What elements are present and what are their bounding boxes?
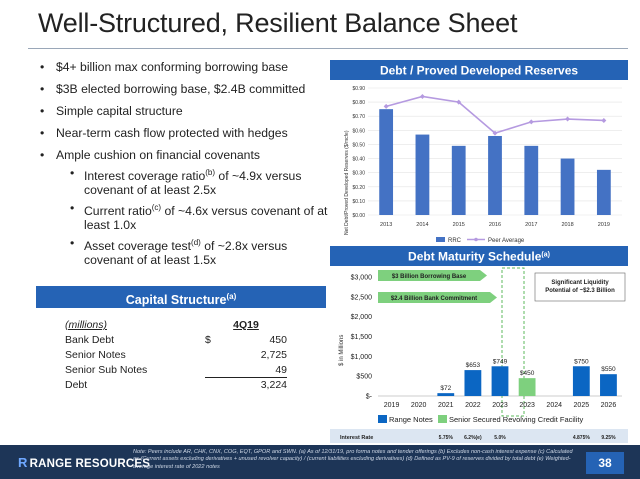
- chart2-legend: [378, 415, 583, 424]
- bar-notes-2023: [492, 366, 509, 396]
- bar-notes-2026: [600, 374, 617, 396]
- x-tick-label: 2024: [546, 402, 563, 409]
- x-tick-label: 2019: [383, 402, 400, 409]
- y-tick-label: $0.50: [352, 142, 365, 149]
- data-label: $653: [465, 362, 481, 370]
- interest-rate-label: Interest Rate: [340, 435, 374, 441]
- sub-bullet-interest-coverage: • Interest coverage ratio$^{(b)}$ of ~4.9x versus covenant of at least 2.5x: [56, 166, 330, 197]
- peer-point-2017: [529, 119, 534, 124]
- bar-notes-2025: [573, 366, 590, 396]
- interest-rate-value: 4.875%: [572, 435, 590, 441]
- chart1-title: Debt / Proved Developed Reserves: [379, 63, 579, 78]
- x-tick-label: 2021: [437, 402, 454, 409]
- borrowing-base-label: $3 Billion Borrowing Base: [391, 274, 467, 280]
- liquidity-label: Significant Liquidity Potential of ~$2.3 Billion: [545, 280, 615, 294]
- y-tick-label: $2,500: [350, 294, 372, 302]
- y-tick-label: $500: [356, 373, 372, 381]
- legend-swatch-revolver: [438, 415, 447, 423]
- x-tick-label: 2020: [410, 402, 427, 409]
- legend-swatch-peer: [474, 238, 478, 242]
- legend-label-revolver: Senior Secured Revolving Credit Facility: [449, 415, 584, 424]
- table-header: (millions) 4Q19: [65, 318, 287, 333]
- x-tick-label: 2019: [597, 222, 610, 228]
- title-divider: [28, 48, 628, 49]
- bullet-capital-structure: • Simple capital structure: [40, 104, 330, 118]
- capital-structure-banner: Capital Structure$^{(a)}$: [36, 286, 326, 308]
- bullet-borrowing-base: • $4+ billion max conforming borrowing base: [40, 60, 330, 74]
- y-tick-label: $0.40: [352, 156, 365, 163]
- bullet-hedges: • Near-term cash flow protected with hedges: [40, 126, 330, 140]
- bar-rrc-2015: [452, 146, 466, 215]
- debt-reserves-chart: [330, 60, 628, 245]
- capital-structure-table: [65, 318, 287, 393]
- table-row: Senior Notes 2,725: [65, 349, 287, 361]
- y-tick-label: $0.70: [352, 114, 365, 121]
- bar-notes-2022: [464, 370, 481, 396]
- peer-point-2018: [565, 117, 570, 122]
- company-logo: R RANGE RESOURCES: [18, 455, 151, 470]
- bar-rrc-2018: [561, 159, 575, 215]
- y-tick-label: $0.00: [352, 213, 365, 219]
- data-label: $72: [440, 385, 452, 393]
- legend-swatch-range-notes: [378, 415, 387, 423]
- x-tick-label: 2022: [465, 402, 481, 409]
- x-tick-label: 2026: [600, 402, 617, 409]
- debt-maturity-chart: [330, 246, 628, 443]
- x-tick-label: 2015: [452, 222, 465, 228]
- page-title: Well-Structured, Resilient Balance Sheet: [38, 8, 518, 38]
- bar-notes-2021: [437, 393, 454, 396]
- chart1-ylabel: Net Debt/Proved Developed Reserves ($/mcfe): [344, 130, 350, 235]
- x-tick-label: 2014: [416, 222, 429, 228]
- liquidity-callout: [535, 273, 625, 301]
- bar-rrc-2014: [416, 135, 430, 215]
- legend-label-rrc: RRC: [448, 238, 461, 244]
- table-row-total: Debt 3,224: [65, 379, 287, 391]
- legend-swatch-rrc: [436, 237, 445, 242]
- y-tick-label: $0.10: [352, 198, 365, 205]
- data-label: $450: [519, 370, 535, 378]
- x-tick-label: 2017: [525, 222, 538, 228]
- period-label: 4Q19: [233, 319, 259, 331]
- chart2-title: Debt Maturity Schedule$^{(a)}$: [408, 249, 550, 264]
- peer-point-2019: [601, 118, 606, 123]
- data-label: $749: [492, 358, 508, 366]
- bullet-covenants-label: Ample cushion on financial covenants: [56, 148, 260, 162]
- chart2-ylabel: $ in Millions: [339, 334, 345, 366]
- bar-rrc-2019: [597, 170, 611, 215]
- table-row: Bank Debt $ 450: [65, 334, 287, 346]
- sub-bullet-current-ratio: • Current ratio$^{(c)}$ of ~4.6x versus covenant of at least 1.0x: [56, 201, 330, 232]
- bullet-list: [40, 60, 330, 275]
- y-tick-label: $-: [365, 393, 372, 401]
- table-row: Senior Sub Notes 49: [65, 364, 287, 376]
- data-label: $550: [601, 366, 616, 374]
- y-tick-label: $0.30: [352, 170, 365, 177]
- y-tick-label: $1,000: [350, 353, 372, 361]
- y-tick-label: $3,000: [350, 274, 372, 282]
- sub-bullet-asset-coverage: • Asset coverage test$^{(d)}$ of ~2.8x versus covenant of at least 1.5x: [56, 236, 330, 267]
- x-tick-label: 2025: [573, 402, 590, 409]
- legend-label-peer: Peer Average: [488, 238, 525, 244]
- footnote: Note: Peers include AR, CHK, CNX, COG, EQT, GPOR and SWN. (a) As of 12/31/19, pro forma notes and tender offerings (b) Excludes non-cash interest expense (c) Calculated as (Current assets excluding derivatives + unused revolver capacity) / (current liabilities excluding derivatives) (d) Defined as PV-9 of reserves divided by total debt (e) Weighted-average interest rate of 2022 notes: [133, 449, 573, 470]
- peer-point-2014: [420, 94, 425, 99]
- bar-rrc-2017: [524, 146, 538, 215]
- y-tick-label: $0.90: [352, 86, 365, 92]
- bank-commitment-label: $2.4 Billion Bank Commitment: [390, 296, 478, 302]
- chart1-legend: [436, 237, 525, 244]
- bullet-elected-base: • $3B elected borrowing base, $2.4B committed: [40, 82, 330, 96]
- interest-rate-value: 6.2%(e): [464, 435, 482, 441]
- x-tick-label: 2018: [561, 222, 574, 228]
- bullet-covenants: [40, 148, 330, 267]
- legend-label-range-notes: Range Notes: [389, 415, 433, 424]
- x-tick-label: 2016: [488, 222, 502, 228]
- data-label: $750: [574, 358, 589, 366]
- y-tick-label: $0.60: [352, 128, 365, 135]
- peer-point-2013: [384, 104, 389, 109]
- logo-icon: R: [18, 455, 28, 470]
- y-tick-label: $0.80: [352, 100, 365, 107]
- x-tick-label: 2023: [492, 402, 508, 409]
- y-tick-label: $1,500: [350, 334, 372, 341]
- bar-rrc-2013: [379, 109, 393, 215]
- interest-rate-value: 5.75%: [438, 435, 453, 441]
- bar-rrc-2016: [488, 136, 502, 215]
- page-number: 38: [586, 452, 624, 474]
- bar-revolver-2023: [519, 378, 536, 396]
- y-tick-label: $0.20: [352, 184, 365, 191]
- y-tick-label: $2,000: [350, 314, 372, 322]
- x-tick-label: 2023: [519, 402, 535, 409]
- interest-rate-value: 5.0%: [494, 435, 506, 441]
- x-tick-label: 2013: [380, 222, 393, 228]
- interest-rate-value: 9.25%: [601, 435, 616, 441]
